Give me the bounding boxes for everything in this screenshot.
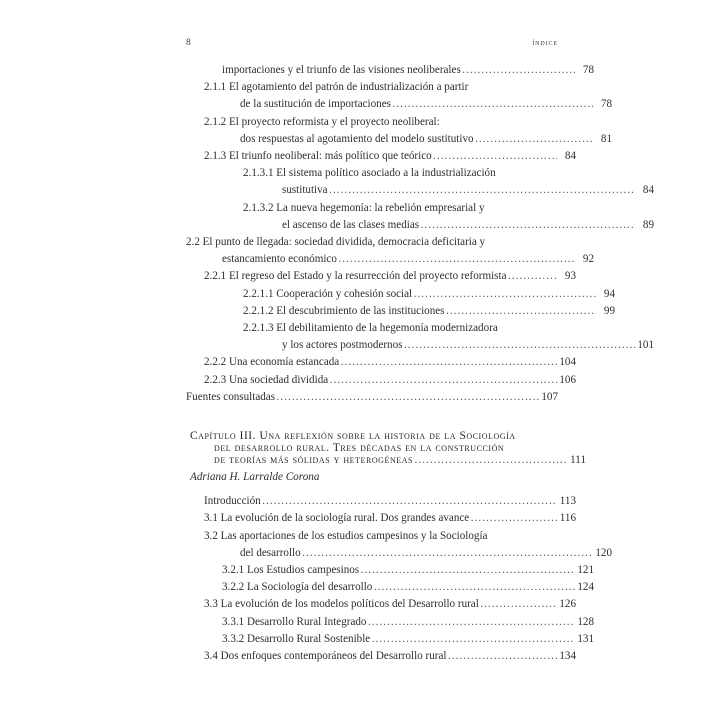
toc-entry-text: 3.4 Dos enfoques contemporáneos del Desarrollo rural [204,650,447,663]
leader-dots [462,62,574,79]
toc-entry-line [186,114,576,131]
toc-entry-line [186,234,558,251]
toc-entry-text: 2.2 El punto de llegada: sociedad dividida, democracia deficitaria y [186,236,486,249]
chapter-page-number: 111 [570,454,586,467]
chapter-title-text: de teorías más sólidas y heterogéneas [214,454,414,467]
toc-entry-page-number: 78 [600,98,612,111]
running-head [186,38,558,48]
leader-dots [302,545,592,562]
toc-entry[interactable] [186,648,576,665]
toc-entry-page-number: 116 [559,512,576,525]
toc-entry-page-number: 113 [559,495,576,508]
toc-entry-text: 3.1 La evolución de la sociología rural. Dos grandes avance [204,512,470,525]
toc-entry-line [186,251,594,268]
toc-entry[interactable] [186,354,576,371]
chapter-entries [186,493,612,665]
toc-entry-line [186,510,576,527]
leader-dots [338,251,574,268]
toc-entry-page-number: 78 [582,64,594,76]
toc-entry-text: 2.1.3.1 El sistema político asociado a la industrialización [243,167,496,180]
leader-dots [448,648,557,665]
chapter-title-line [186,454,586,466]
toc-entry-page-number: 126 [559,598,576,611]
chapter-title-line [186,442,586,454]
toc-entry-text: estancamiento económico [222,253,337,266]
toc-entry[interactable] [186,234,594,268]
toc-entry-page-number: 107 [541,390,558,403]
toc-entry-line [186,303,615,320]
chapter-title-text: del desarrollo rural. Tres décadas en la construcción [214,442,505,455]
leader-dots [508,268,557,285]
toc-entry-text: importaciones y el triunfo de las visiones neoliberales [222,64,461,76]
toc-entry-page-number: 93 [564,270,576,283]
toc-entry-line [186,182,654,199]
toc-entry-text: 3.3.2 Desarrollo Rural Sostenible [222,632,371,645]
leader-dots [361,562,575,579]
toc-entry-line [186,337,654,354]
chapter-title-line [186,430,562,442]
toc-entry-page-number: 94 [603,287,615,300]
toc-entry-page-number: 84 [564,150,576,163]
toc-entry-line [186,268,576,285]
leader-dots [368,614,575,631]
toc-entry-text: 2.2.1.3 El debilitamiento de la hegemonía modernizadora [243,322,498,335]
toc-entry-text: 2.1.2 El proyecto reformista y el proyecto neoliberal: [204,115,440,128]
toc-entry-line [186,131,612,148]
toc-entry-line [186,286,615,303]
toc-entry[interactable] [186,62,594,79]
toc-entry-page-number: 128 [577,615,594,628]
toc-entry-line [186,648,576,665]
toc-entry-page-number: 124 [577,581,594,594]
leader-dots [471,510,557,527]
toc-entry-text: sustitutiva [282,184,328,197]
page-folio: 8 [186,38,191,48]
toc-entry-page-number: 120 [595,546,612,559]
toc-entry[interactable] [186,596,576,613]
toc-entry-page-number: 134 [559,650,576,663]
toc-entry-line [186,79,576,96]
toc-entry-line [186,372,576,389]
toc-entry-page-number: 99 [603,304,615,317]
chapter-block [186,430,612,665]
toc-entry-page-number: 101 [637,339,654,352]
toc-entry-line [186,631,594,648]
toc-entry[interactable] [186,286,615,303]
leader-dots [414,286,596,303]
toc-entry-text: 2.2.2 Una economía estancada [204,356,340,369]
toc-entry-line [186,389,558,406]
leader-dots [262,493,556,510]
toc-entry-text: 2.2.1.2 El descubrimiento de las instituciones [243,304,445,317]
toc-entry[interactable] [186,114,612,148]
toc-entry-line [186,354,576,371]
toc-entry-text: 3.2 Las aportaciones de los estudios campesinos y la Sociología [204,529,488,542]
toc-entry-line [186,528,576,545]
toc-entry[interactable] [186,372,576,389]
running-head-title: índice [532,38,558,47]
toc-entry[interactable] [186,510,576,527]
toc-entry-text: 3.2.1 Los Estudios campesinos [222,564,360,577]
toc-entry[interactable] [186,614,594,631]
toc-entry-line [186,217,654,234]
toc-entry-page-number: 84 [642,184,654,197]
leader-dots [480,596,556,613]
toc-entry-text: el ascenso de las clases medias [282,218,420,231]
toc-entry-text: 2.1.1 El agotamiento del patrón de industrialización a partir [204,81,469,94]
toc-entry-text: dos respuestas al agotamiento del modelo sustitutivo [240,132,474,145]
toc-entry-line [186,148,576,165]
chapter-title-text: Capítulo III. Una reflexión sobre la historia de la Sociología [190,430,516,443]
toc-entry-text: 2.1.3.2 La nueva hegemonía: la rebelión empresarial y [243,201,485,214]
toc-entry-text: de la sustitución de importaciones [240,98,391,111]
leader-dots [341,354,557,371]
toc-entry-line [186,320,615,337]
toc-entry-line [186,96,612,113]
toc-entry[interactable] [186,528,612,562]
toc-entry[interactable] [186,200,654,234]
leader-dots [446,303,595,320]
leader-dots [421,217,635,234]
toc-entry[interactable] [186,579,594,596]
toc-entry-line [186,545,612,562]
toc-entry-page-number: 89 [642,218,654,231]
toc-entry-page-number: 92 [582,253,594,266]
toc-entry-text: Fuentes consultadas [186,390,276,403]
leader-dots [475,131,592,148]
leader-dots [372,631,575,648]
leader-dots [392,96,592,113]
toc-entry[interactable] [186,320,654,354]
toc-entry[interactable] [186,165,654,199]
toc-entry[interactable] [186,303,615,320]
toc-entry-text: 2.2.1.1 Cooperación y cohesión social [243,287,413,300]
toc-entry-page-number: 104 [559,356,576,369]
toc-entry-text: 3.3 La evolución de los modelos políticos del Desarrollo rural [204,598,479,611]
toc-entry-page-number: 121 [577,564,594,577]
toc-entry-text: 2.1.3 El triunfo neoliberal: más político que teórico [204,150,432,163]
toc-entry-page-number: 81 [600,132,612,145]
toc-entry-line [186,200,615,217]
toc-entry-line [186,614,594,631]
toc-entry[interactable] [186,493,576,510]
toc-entry-text: del desarrollo [240,546,301,559]
toc-entry-text: 3.3.1 Desarrollo Rural Integrado [222,615,367,628]
toc-entry-line [186,165,615,182]
leader-dots [277,389,539,406]
leader-dots [330,372,557,389]
toc-entry-line [186,596,576,613]
toc-entry-text: 3.2.2 La Sociología del desarrollo [222,581,373,594]
toc-continued-section [186,62,654,406]
toc-entry-text: y los actores postmodernos [282,339,403,352]
toc-entry[interactable] [186,268,576,285]
toc-entry-line [186,562,594,579]
chapter-title [186,430,586,467]
table-of-contents [186,62,654,665]
toc-entry[interactable] [186,79,612,113]
toc-entry-text: 2.2.3 Una sociedad dividida [204,373,329,386]
toc-entry-text: Introducción [204,495,261,508]
leader-dots [329,182,634,199]
toc-entry-line [186,62,594,79]
toc-entry-text: 2.2.1 El regreso del Estado y la resurrección del proyecto reformista [204,270,507,283]
chapter-author: Adriana H. Larralde Corona [190,471,320,484]
toc-entry-page-number: 131 [577,632,594,645]
toc-entry-page-number: 106 [559,373,576,386]
leader-dots [415,454,567,466]
leader-dots [404,337,635,354]
toc-entry[interactable] [186,631,594,648]
leader-dots [374,579,575,596]
toc-entry[interactable] [186,562,594,579]
toc-entry-line [186,579,594,596]
toc-entry-line [186,493,576,510]
leader-dots [433,148,556,165]
toc-entry[interactable] [186,389,558,406]
toc-entry[interactable] [186,148,576,165]
